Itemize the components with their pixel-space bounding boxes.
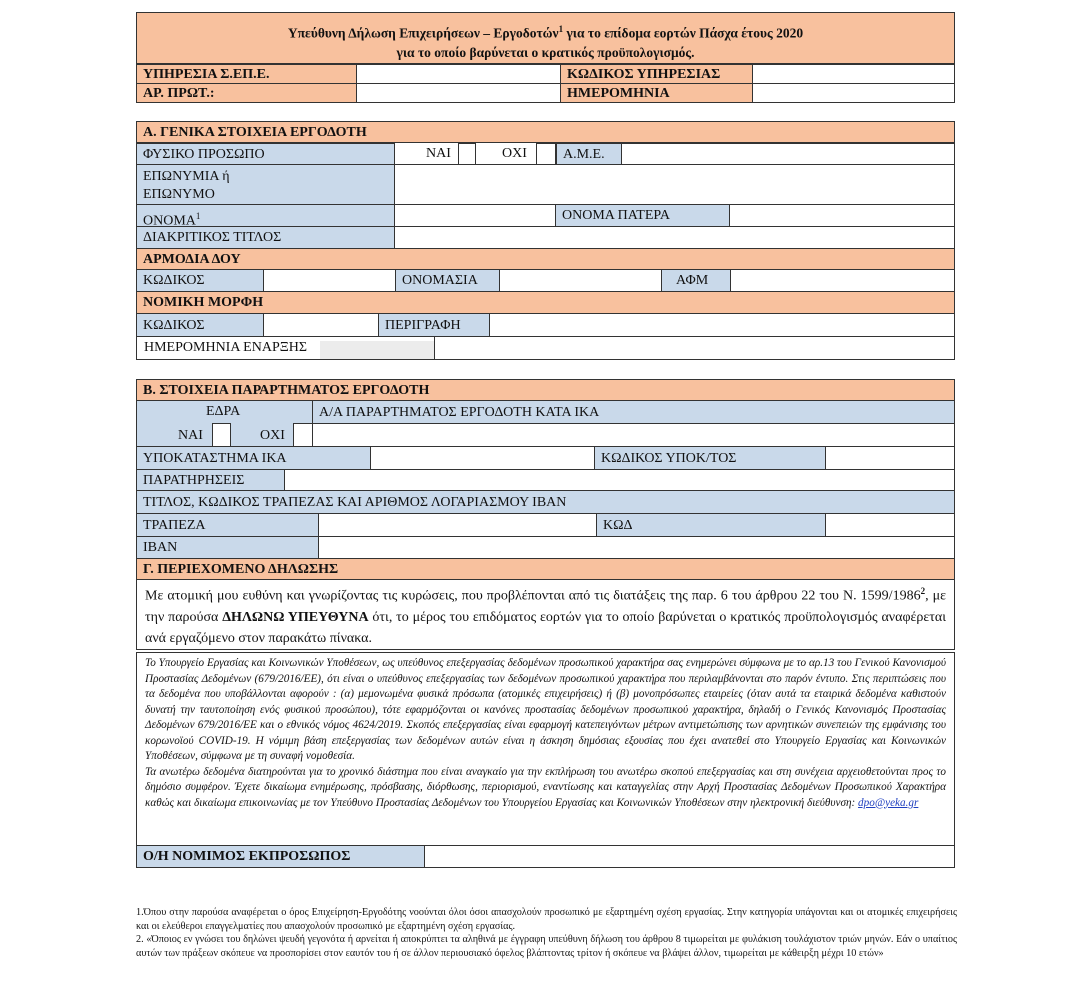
privacy-notice-text: Το Υπουργείο Εργασίας και Κοινωνικών Υποθέσεων, ως υπεύθυνος επεξεργασίας δεδομένων προσωπικού χαρακτήρα σας ενημερώνει σύμφωνα με το αρ.13 του Γενικού Κανονισμού Προστασίας Δεδομένων (679/2016/ΕΕ), ότι είναι ο υπεύθυνος επεξεργασίας των δεδομένων προσωπικού χαρακτήρα που περιλαμβάνονται στο παρόν έντυπο. Στις περιπτώσεις που τα δεδομένα που υποβάλλονται αφορούν : (α) μεμονωμένα φυσικά πρόσωπα (ατομικές επιχειρήσεις) ή (β) μονοπρόσωπες εταιρείες (όταν αυτά τα εταιρικά δεδομένα καθιστούν δυνατή την ταυτοποίηση ενός φυσικού προσώπου), τότε εφαρμόζονται οι κανόνες προστασίας δεδομένων προσωπικού χαρακτήρα, δηλαδή ο Γενικός Κανονισμός Προστασίας Δεδομένων 679/2016/ΕΕ και ο εθνικός νόμος 4624/2019. Σκοπός επεξεργασίας είναι εφαρμογή κατεπειγόντων μέτρων αντιμετώπισης των αρνητικών συνεπειών της εμφάνισης του κορωνοϊού COVID-19. Η νόμιμη βάση επεξεργασίας των δεδομένων αυτών είναι η άσκηση δημόσιας εξουσίας που έχει ανατεθεί στο Υπουργείο Εργασίας και Κοινωνικών Υποθέσεων, σύμφωνα με τη συναφή νομοθεσία. Τα ανωτέρω δεδομένα διατηρούνται για το χρονικό διάστημα που είναι αναγκαίο για την εκπλήρωση του ανωτέρω σκοπού επεξεργασίας και στη συνέχεια αρχειοθετούνται προς το δημόσιο συμφέρον. Έχετε δικαίωμα ενημέρωσης, πρόσβασης, διόρθωσης, περιορισμού, εναντίωσης και καταγγελίας στην Αρχή Προστασίας Δεδομένων Προσωπικού Χαρακτήρα καθώς και δικαίωμα επικοινωνίας με τον Υπεύθυνο Προστασίας Δεδομένων του Υπουργείου Εργασίας και Κοινωνικών Υποθέσεων στην ηλεκτρονική διεύθυνση: dpo@yeka.gr [145,657,946,809]
afm-label: ΑΦΜ [661,269,731,292]
natural-person-no-checkbox[interactable] [536,143,556,165]
start-date-shade [320,341,434,359]
footnote-2: 2. «Όποιος εν γνώσει του δηλώνει ψευδή γεγονότα ή αρνείται ή αποκρύπτει τα αληθινά με έγγραφη υπεύθυνη δήλωση του άρθρου 8 τιμωρείται με φυλάκιση τουλάχιστον τριών μηνών. Εάν ο υπαίτιος αυτών των πράξεων σκόπευε να προσπορίσει στον εαυτόν του ή σε άλλον περιουσιακό όφελος βλάπτοντας τρίτον ή σκόπευε να βλάψει άλλον, τιμωρείται με κάθειρξη μέχρι 10 ετών» [136,934,957,959]
date-label: ΗΜΕΡΟΜΗΝΙΑ [560,83,753,103]
ika-branch-label: ΥΠΟΚΑΤΑΣΤΗΜΑ ΙΚΑ [136,446,371,470]
natural-person-no-label: ΟΧΙ [502,146,527,161]
tax-office-title: ΑΡΜΟΔΙΑ ΔΟΥ [136,248,955,270]
first-name-field[interactable] [394,204,556,227]
natural-person-yes-checkbox[interactable] [458,143,476,165]
declaration-text: Με ατομική μου ευθύνη και γνωρίζοντας τις κυρώσεις, που προβλέπονται από τις διατάξεις της παρ. 6 του άρθρου 22 του Ν. 1599/1986$^2$, με την παρούσα ΔΗΛΩΝΩ ΥΠΕΥΘΥΝΑ ότι, το μέρος του επιδόματος εορτών για το οποίο βαρύνεται ο κρατικός προϋπολογισμός αναφέρεται ανά εργαζόμενο στον παρακάτω πίνακα. [145,586,946,646]
service-field[interactable] [356,64,561,84]
company-name-label: ΕΠΩΝΥΜΙΑ ή ΕΠΩΝΥΜΟ [136,164,395,205]
bank-field[interactable] [318,513,597,537]
branch-code-label: ΚΩΔΙΚΟΣ ΥΠΟΚ/ΤΟΣ [594,446,826,470]
section-a-title: Α. ΓΕΝΙΚΑ ΣΤΟΙΧΕΙΑ ΕΡΓΟΔΟΤΗ [136,121,955,143]
seat-no-label: ΟΧΙ [260,428,285,443]
legal-form-code-label: ΚΩΔΙΚΟΣ [136,313,264,337]
distinctive-title-label: ΔΙΑΚΡΙΤΙΚΟΣ ΤΙΤΛΟΣ [136,226,395,249]
dpo-email-link[interactable]: dpo@yeka.gr [858,796,919,809]
iban-field[interactable] [318,536,955,559]
father-name-label: ΟΝΟΜΑ ΠΑΤΕΡΑ [555,204,730,227]
seat-yes-label: ΝΑΙ [178,428,203,443]
service-label: ΥΠΗΡΕΣΙΑ Σ.ΕΠ.Ε. [136,64,357,84]
start-date-label: ΗΜΕΡΟΜΗΝΙΑ ΕΝΑΡΞΗΣ [144,340,307,355]
remarks-label: ΠΑΡΑΤΗΡΗΣΕΙΣ [136,469,285,491]
privacy-notice-box [136,652,955,846]
ika-branch-field[interactable] [370,446,595,470]
date-field[interactable] [752,83,955,103]
ame-field[interactable] [621,143,955,165]
branch-number-field[interactable] [312,423,955,447]
section-b-title: Β. ΣΤΟΙΧΕΙΑ ΠΑΡΑΡΤΗΜΑΤΟΣ ΕΡΓΟΔΟΤΗ [136,379,955,401]
tax-code-field[interactable] [263,269,396,292]
remarks-field[interactable] [284,469,955,491]
protocol-label: ΑΡ. ΠΡΩΤ.: [136,83,357,103]
legal-representative-field[interactable] [424,845,955,868]
company-name-field[interactable] [394,164,955,205]
branch-code-field[interactable] [825,446,955,470]
first-name-label: ΟΝΟΜΑ$^1$ [136,204,395,227]
protocol-field[interactable] [356,83,561,103]
legal-form-description-field[interactable] [489,313,955,337]
natural-person-label: ΦΥΣΙΚΟ ΠΡΟΣΩΠΟ [136,143,395,165]
father-name-field[interactable] [729,204,955,227]
service-code-label: ΚΩΔΙΚΟΣ ΥΠΗΡΕΣΙΑΣ [560,64,753,84]
tax-office-name-field[interactable] [499,269,662,292]
form-title: Υπεύθυνη Δήλωση Επιχειρήσεων – Εργοδοτών$^1$ για το επίδομα εορτών Πάσχα έτους 2020 για το οποίο βαρύνεται ο κρατικός προϋπολογισμός. [287,24,804,60]
bank-code-field[interactable] [825,513,955,537]
natural-person-yes-label: ΝΑΙ [426,146,451,161]
tax-office-name-label: ΟΝΟΜΑΣΙΑ [395,269,500,292]
section-c-title: Γ. ΠΕΡΙΕΧΟΜΕΝΟ ΔΗΛΩΣΗΣ [136,558,955,580]
form-title-box [136,12,955,64]
legal-form-code-field[interactable] [263,313,379,337]
tax-code-label: ΚΩΔΙΚΟΣ [136,269,264,292]
bank-code-label: ΚΩΔ [596,513,826,537]
ame-label: Α.Μ.Ε. [556,143,622,165]
footnote-1: 1.Όπου στην παρούσα αναφέρεται ο όρος Επιχείρηση-Εργοδότης νοούνται όλοι όσοι απασχολούν προσωπικό με εξαρτημένη σχέση εργασίας. Στην κατηγορία υπάγονται και οι ατομικές επιχειρήσεις και οι ελεύθεροι επαγγελματίες που απασχολούν προσωπικό με εξαρτημένη σχέση εργασίας. [136,907,957,932]
start-date-field[interactable] [434,336,955,360]
distinctive-title-field[interactable] [394,226,955,249]
declaration-box [136,579,955,650]
legal-representative-label: Ο/Η ΝΟΜΙΜΟΣ ΕΚΠΡΟΣΩΠΟΣ [136,845,425,868]
seat-yes-checkbox[interactable] [212,423,231,447]
seat-no-checkbox[interactable] [293,423,313,447]
legal-form-title: ΝΟΜΙΚΗ ΜΟΡΦΗ [136,291,955,314]
branch-number-label: Α/Α ΠΑΡΑΡΤΗΜΑΤΟΣ ΕΡΓΟΔΟΤΗ ΚΑΤΑ ΙΚΑ [312,400,955,424]
bank-section-label: ΤΙΤΛΟΣ, ΚΩΔΙΚΟΣ ΤΡΑΠΕΖΑΣ ΚΑΙ ΑΡΙΘΜΟΣ ΛΟΓΑΡΙΑΣΜΟΥ IBAN [136,490,955,514]
iban-label: IBAN [136,536,319,559]
service-code-field[interactable] [752,64,955,84]
afm-field[interactable] [730,269,955,292]
bank-label: ΤΡΑΠΕΖΑ [136,513,319,537]
legal-form-description-label: ΠΕΡΙΓΡΑΦΗ [378,313,490,337]
seat-label: ΕΔΡΑ [206,404,241,419]
